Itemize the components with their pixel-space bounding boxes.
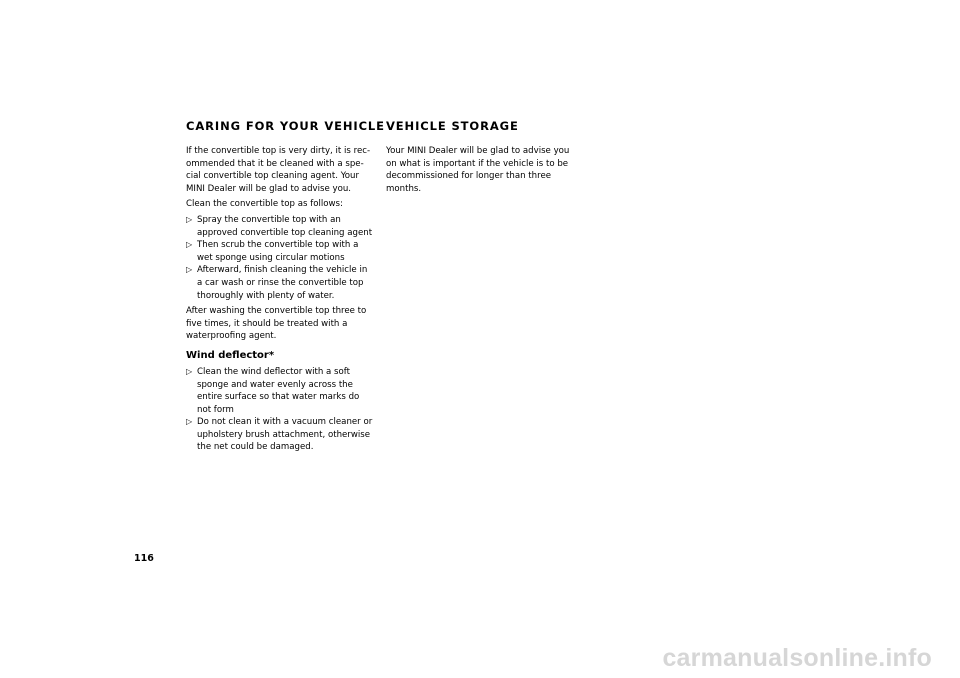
triangle-bullet-icon: ▷ <box>186 214 193 224</box>
section-heading-storage: VEHICLE STORAGE <box>386 119 519 133</box>
deflector-steps-list <box>186 366 382 454</box>
subheading-wind-deflector: Wind deflector* <box>186 349 275 361</box>
list-item: ▷ Afterward, finish cleaning the vehicle in a car wash or rinse the convertible top thoroughly with plenty of water. <box>186 265 368 301</box>
intro-paragraph: If the convertible top is very dirty, it is rec- ommended that it be cleaned with a spe- cial convertible top cleaning agent. Your MINI Dealer will be glad to advise you. <box>186 146 371 194</box>
triangle-bullet-icon: ▷ <box>186 366 193 376</box>
list-item: ▷ Spray the convertible top with an approved convertible top cleaning agent <box>186 214 373 238</box>
cleaning-steps-list <box>186 214 382 302</box>
triangle-bullet-icon: ▷ <box>186 417 193 427</box>
section-heading-caring: CARING FOR YOUR VEHICLE <box>186 119 385 133</box>
list-item: ▷ Then scrub the convertible top with a wet sponge using circular motions <box>186 240 359 263</box>
steps-intro: Clean the convertible top as follows: <box>186 199 343 210</box>
watermark: carmanualsonline.info <box>662 644 932 672</box>
left-column <box>186 118 385 457</box>
list-item: ▷ Do not clean it with a vacuum cleaner or upholstery brush attachment, otherwise the net could be damaged. <box>186 417 373 453</box>
list-item: ▷ Clean the wind deflector with a soft sponge and water evenly across the entire surface so that water marks do not form <box>186 366 360 415</box>
triangle-bullet-icon: ▷ <box>186 265 193 275</box>
triangle-bullet-icon: ▷ <box>186 240 193 250</box>
page-number: 116 <box>134 553 154 564</box>
storage-paragraph: Your MINI Dealer will be glad to advise you on what is important if the vehicle is to be decommissioned for longer than three months. <box>386 146 570 194</box>
right-column <box>386 118 582 198</box>
after-washing-paragraph: After washing the convertible top three to five times, it should be treated with a waterproofing agent. <box>186 306 367 342</box>
